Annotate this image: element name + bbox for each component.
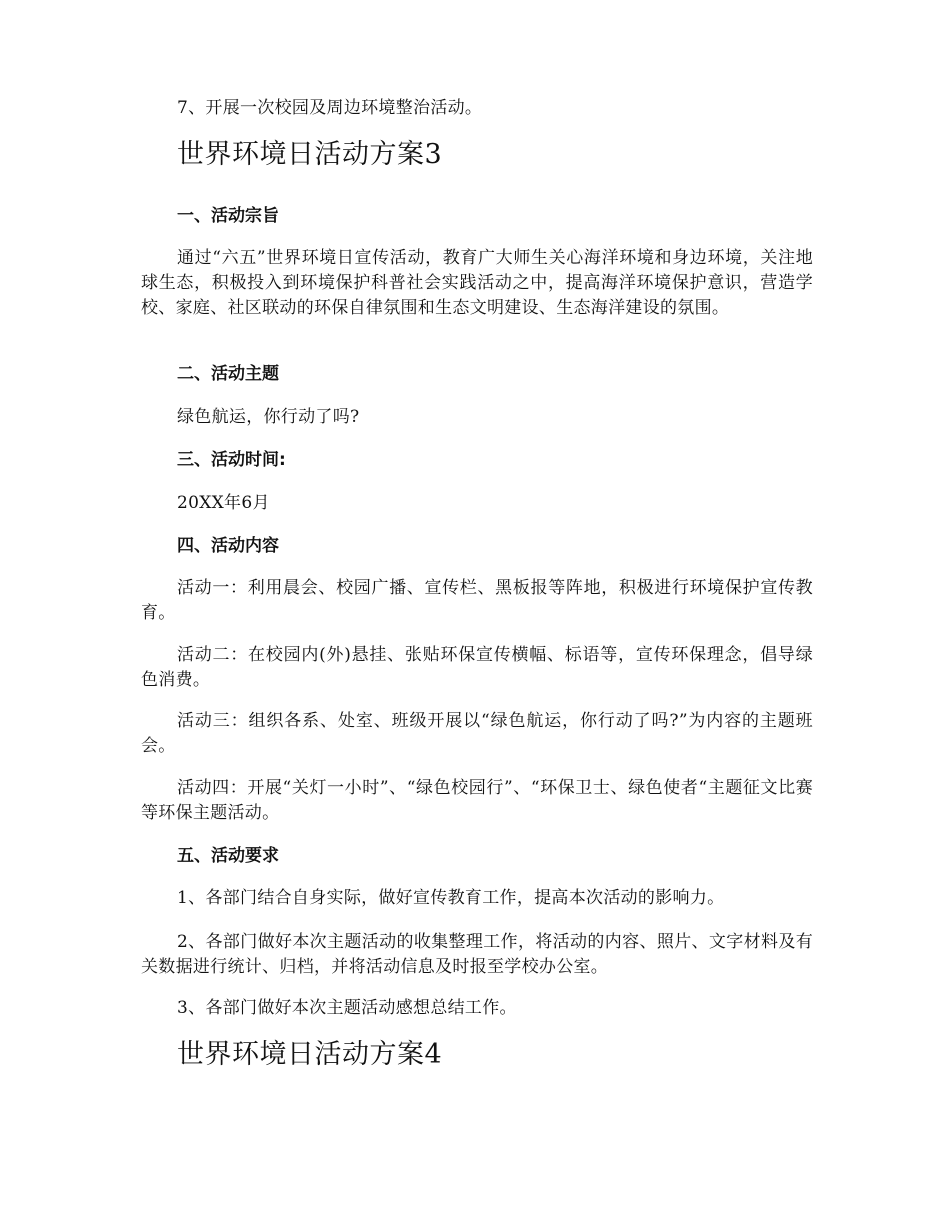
- section-heading-4: 世界环境日活动方案4: [177, 1039, 443, 1070]
- paragraph-activity-4: 活动四：开展“关灯一小时”、“绿色校园行”、“环保卫士、绿色使者“主题征文比赛等环保主题活动。: [141, 778, 813, 823]
- paragraph-requirement-2: 2、各部门做好本次主题活动的收集整理工作，将活动的内容、照片、文字材料及有关数据进行统计、归档，并将活动信息及时报至学校办公室。: [141, 932, 813, 977]
- subheading-time: 三、活动时间:: [177, 450, 286, 470]
- section-heading-3: 世界环境日活动方案3: [177, 139, 443, 170]
- paragraph-purpose: 通过“六五”世界环境日宣传活动，教育广大师生关心海洋环境和身边环境，关注地球生态，积极投入到环境保护科普社会实践活动之中，提高海洋环境保护意识，营造学校、家庭、社区联动的环保自律氛围和生态文明建设、生态海洋建设的氛围。: [141, 248, 813, 318]
- list-item-7: 7、开展一次校园及周边环境整治活动。: [177, 98, 483, 118]
- subheading-content: 四、活动内容: [177, 536, 279, 556]
- paragraph-activity-2: 活动二：在校园内(外)悬挂、张贴环保宣传横幅、标语等，宣传环保理念，倡导绿色消费。: [141, 645, 813, 690]
- paragraph-activity-3: 活动三：组织各系、处室、班级开展以“绿色航运，你行动了吗?”为内容的主题班会。: [141, 711, 813, 756]
- paragraph-theme: 绿色航运，你行动了吗?: [177, 407, 360, 427]
- subheading-requirements: 五、活动要求: [177, 846, 279, 866]
- subheading-theme: 二、活动主题: [177, 364, 279, 384]
- paragraph-time: 20XX年6月: [177, 493, 270, 513]
- paragraph-requirement-3: 3、各部门做好本次主题活动感想总结工作。: [177, 998, 517, 1018]
- paragraph-activity-1: 活动一：利用晨会、校园广播、宣传栏、黑板报等阵地，积极进行环境保护宣传教育。: [141, 578, 813, 623]
- subheading-purpose: 一、活动宗旨: [177, 206, 279, 226]
- paragraph-requirement-1: 1、各部门结合自身实际，做好宣传教育工作，提高本次活动的影响力。: [177, 888, 725, 908]
